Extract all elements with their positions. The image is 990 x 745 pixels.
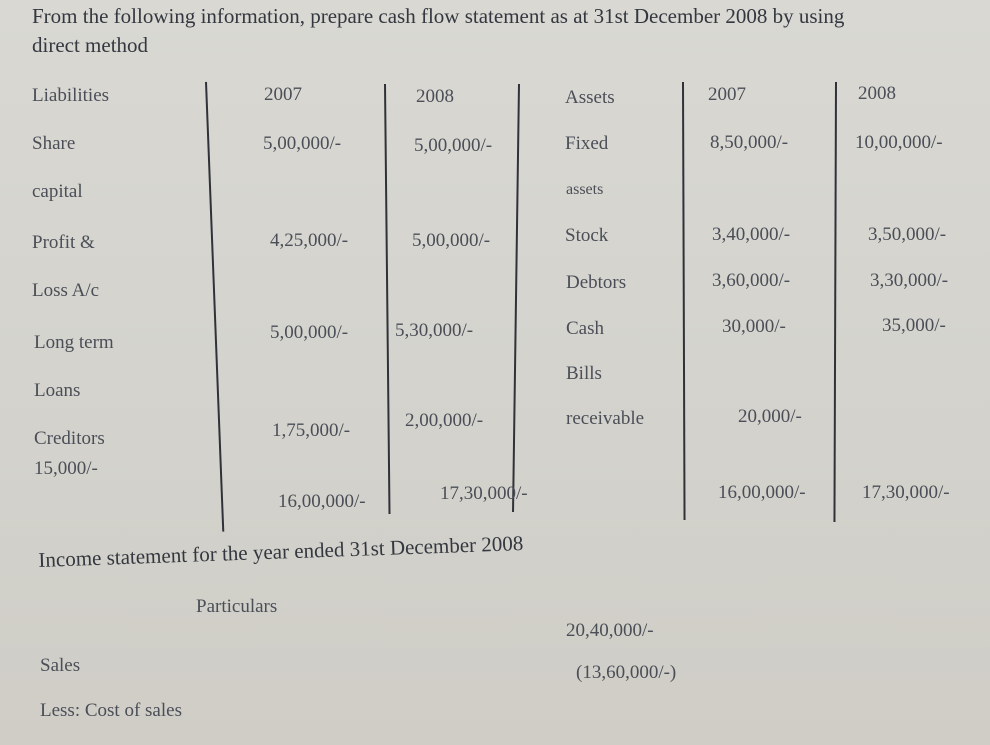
liab-pl-label-2: Loss A/c	[32, 280, 100, 301]
asset-fixed-label-2: assets	[566, 181, 604, 198]
header-liabilities: Liabilities	[32, 85, 110, 106]
asset-cash-label: Cash	[566, 318, 604, 339]
liab-loans-label-2: Loans	[34, 380, 81, 401]
rule-liab-2	[384, 84, 391, 514]
asset-stock-label: Stock	[565, 225, 609, 246]
asset-debtors-2007: 3,60,000/-	[712, 270, 791, 291]
liab-total-2008: 17,30,000/-	[440, 483, 528, 504]
asset-bills-label: Bills	[566, 363, 602, 384]
header-liab-2008: 2008	[416, 86, 454, 107]
income-particulars-header: Particulars	[196, 596, 278, 617]
liab-loans-label: Long term	[34, 332, 114, 353]
liab-creditors-2008: 2,00,000/-	[405, 410, 484, 431]
rule-liab-1	[205, 82, 224, 532]
liab-creditors-2007: 1,75,000/-	[272, 420, 351, 441]
asset-total-2008: 17,30,000/-	[862, 482, 950, 503]
asset-debtors-2008: 3,30,000/-	[870, 270, 949, 291]
asset-fixed-2007: 8,50,000/-	[710, 132, 789, 153]
asset-bills-label-2: receivable	[566, 408, 645, 429]
asset-debtors-label: Debtors	[566, 272, 627, 293]
liab-creditors-note: 15,000/-	[34, 458, 98, 479]
asset-stock-2008: 3,50,000/-	[868, 224, 947, 245]
header-liab-2007: 2007	[264, 84, 302, 105]
asset-fixed-label: Fixed	[565, 133, 609, 154]
liab-pl-2008: 5,00,000/-	[412, 230, 491, 251]
intro-line-2: direct method	[32, 33, 149, 57]
liab-total-2007: 16,00,000/-	[278, 491, 366, 512]
rule-liab-3	[512, 84, 520, 512]
liab-loans-2008: 5,30,000/-	[395, 320, 474, 341]
liab-pl-label: Profit &	[32, 232, 95, 253]
asset-total-2007: 16,00,000/-	[718, 482, 806, 503]
liab-creditors-label: Creditors	[34, 428, 105, 449]
asset-fixed-2008: 10,00,000/-	[855, 132, 943, 153]
income-sales-label: Sales	[40, 655, 81, 676]
liab-share-2007: 5,00,000/-	[263, 133, 342, 154]
liab-loans-2007: 5,00,000/-	[270, 322, 349, 343]
header-assets-2008: 2008	[858, 83, 896, 104]
income-cos-label: Less: Cost of sales	[40, 700, 182, 721]
income-cos-value: (13,60,000/-)	[576, 662, 677, 683]
rule-assets-2	[833, 82, 837, 522]
rule-assets-1	[682, 82, 686, 520]
liab-pl-2007: 4,25,000/-	[270, 230, 349, 251]
income-sales-value: 20,40,000/-	[566, 620, 654, 641]
intro-line-1: From the following information, prepare cash flow statement as at 31st December 2008 by using	[32, 4, 845, 28]
liab-share-label-2: capital	[32, 181, 83, 202]
asset-cash-2007: 30,000/-	[722, 316, 786, 337]
liab-share-label: Share	[32, 133, 76, 154]
header-assets: Assets	[565, 87, 615, 108]
income-statement-title: Income statement for the year ended 31st December 2008	[38, 531, 524, 572]
header-assets-2007: 2007	[708, 84, 746, 105]
asset-cash-2008: 35,000/-	[882, 315, 946, 336]
asset-bills-2007: 20,000/-	[738, 406, 802, 427]
asset-stock-2007: 3,40,000/-	[712, 224, 791, 245]
liab-share-2008: 5,00,000/-	[414, 135, 493, 156]
